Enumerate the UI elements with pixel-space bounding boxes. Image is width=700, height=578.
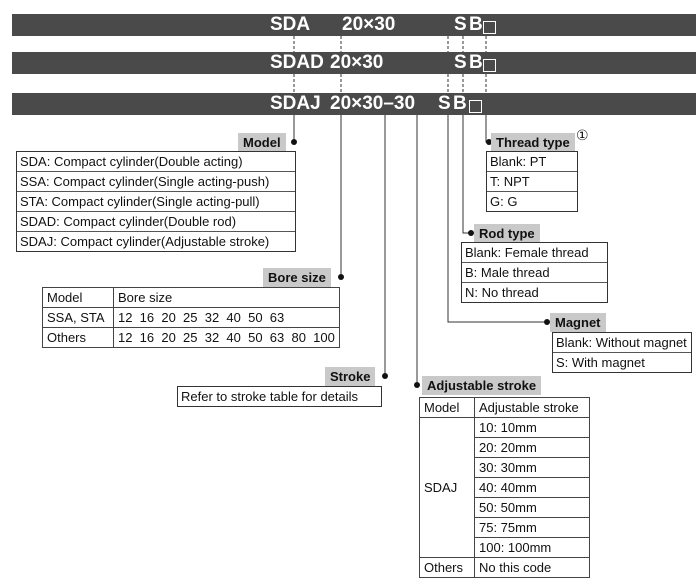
code-magnet: S: [438, 93, 451, 114]
table-cell: 75: 75mm: [475, 518, 590, 538]
table-cell: 100: 100mm: [475, 538, 590, 558]
model-list: [16, 151, 296, 252]
table-cell: 40: 40mm: [475, 478, 590, 498]
list-item: S: With magnet: [556, 355, 645, 370]
list-item: STA: Compact cylinder(Single acting-pull): [17, 192, 295, 212]
table-row: [43, 288, 340, 308]
list-item: B: Male thread: [462, 263, 607, 283]
code-prefix: SDAJ: [270, 93, 321, 114]
table-cell: Others: [43, 328, 114, 348]
code-rod: B: [453, 93, 467, 114]
model-label: Model: [238, 133, 286, 152]
code-rod: B: [469, 52, 483, 73]
table-row: [420, 398, 590, 418]
table-row: [43, 328, 340, 348]
list-item: SDAJ: Compact cylinder(Adjustable stroke): [20, 234, 270, 249]
thread-type-list: [486, 151, 578, 212]
magnet-label: Magnet: [550, 313, 606, 332]
table-header: Bore size: [114, 288, 340, 308]
list-item: Blank: Female thread: [462, 243, 607, 263]
table-cell: SDAJ: [420, 418, 475, 558]
code-size: 20×30–30: [330, 93, 416, 114]
bore-size-table: [42, 287, 340, 348]
list-item: N: No thread: [465, 285, 539, 300]
rod-type-label: Rod type: [474, 224, 540, 243]
table-cell: Others: [420, 558, 475, 578]
stroke-label: Stroke: [325, 367, 375, 386]
code-magnet: S: [454, 14, 467, 35]
code-magnet: S: [454, 52, 467, 73]
list-item: SSA: Compact cylinder(Single acting-push): [17, 172, 295, 192]
code-size: 20×30: [342, 14, 396, 35]
table-cell: 10: 10mm: [475, 418, 590, 438]
stroke-text: Refer to stroke table for details: [181, 389, 359, 404]
list-item: G: G: [490, 194, 518, 209]
stroke-box: [177, 386, 382, 407]
table-cell: No this code: [475, 558, 590, 578]
magnet-list: [552, 332, 692, 373]
list-item: SDA: Compact cylinder(Double acting): [17, 152, 295, 172]
table-row: [420, 558, 590, 578]
table-cell: 12 16 20 25 32 40 50 63: [114, 308, 340, 328]
adjustable-stroke-label: Adjustable stroke: [422, 376, 541, 395]
rod-type-list: [461, 242, 608, 303]
code-rod: B: [469, 14, 483, 35]
table-cell: 50: 50mm: [475, 498, 590, 518]
table-cell: 30: 30mm: [475, 458, 590, 478]
list-item: SDAD: Compact cylinder(Double rod): [17, 212, 295, 232]
list-item: T: NPT: [487, 172, 577, 192]
table-header: Model: [43, 288, 114, 308]
bore-size-label: Bore size: [263, 268, 331, 287]
code-size: 20×30: [330, 52, 384, 73]
code-prefix: SDA: [270, 14, 311, 35]
table-cell: SSA, STA: [43, 308, 114, 328]
table-cell: 12 16 20 25 32 40 50 63 80 100: [114, 328, 340, 348]
table-header: Adjustable stroke: [475, 398, 590, 418]
list-item: Blank: Without magnet: [553, 333, 691, 353]
table-header: Model: [420, 398, 475, 418]
table-cell: 20: 20mm: [475, 438, 590, 458]
adjustable-stroke-table: [419, 397, 590, 578]
code-prefix: SDAD: [270, 52, 324, 73]
note-marker: ①: [576, 127, 589, 143]
table-row: [43, 308, 340, 328]
table-row: [420, 418, 590, 438]
thread-type-label: Thread type: [491, 133, 575, 152]
list-item: Blank: PT: [487, 152, 577, 172]
